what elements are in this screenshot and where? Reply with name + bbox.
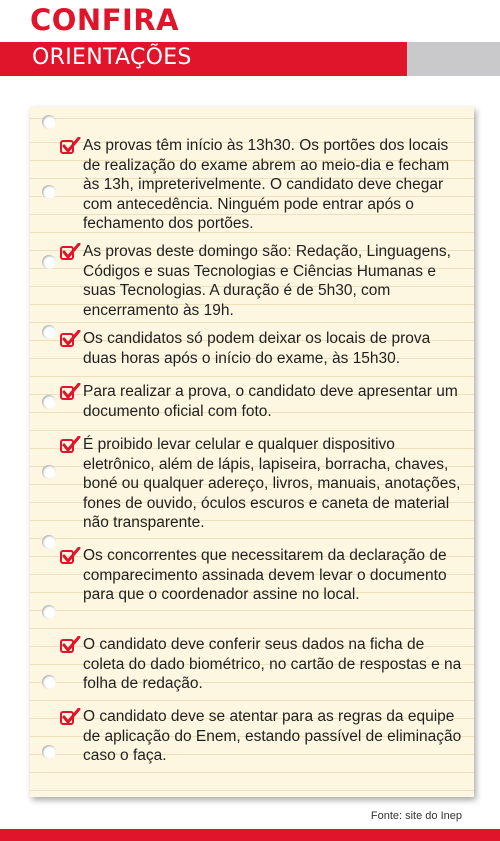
- notebook-hole-icon: [42, 745, 56, 759]
- checkmark-icon: [60, 708, 81, 726]
- banner-gray-band: [407, 42, 500, 76]
- list-item-text: Os concorrentes que necessitarem da declaração de comparecimento assinada devem levar o documento para que o coordenador assine no local.: [83, 547, 447, 603]
- list-item-text: O candidato deve se atentar para as regras da equipe de aplicação do Enem, estando passível de eliminação caso o faça.: [83, 708, 462, 764]
- checkmark-icon: [60, 547, 81, 565]
- list-item: [83, 635, 463, 694]
- list-item-text: As provas têm início às 13h30. Os portões dos locais de realização do exame abrem ao meio-dia e fecham às 13h, impreterivelmente. O candidato deve chegar com antecedência. Ninguém pode entrar após o fechamento dos portões.: [83, 137, 450, 232]
- notebook-hole-icon: [42, 535, 56, 549]
- notebook-hole-icon: [42, 325, 56, 339]
- checkmark-icon: [60, 636, 81, 654]
- list-item: [83, 242, 463, 320]
- list-item-text: É proibido levar celular e qualquer dispositivo eletrônico, além de lápis, lapiseira, borracha, chaves, boné ou qualquer adereço, livros, manuais, anotações, fones de ouvido, óculos escuros e caneta de material não transparente.: [83, 436, 461, 531]
- checkmark-icon: [60, 436, 81, 454]
- source-note: Fonte: site do Inep: [370, 810, 462, 822]
- list-item-text: Para realizar a prova, o candidato deve apresentar um documento oficial com foto.: [83, 383, 458, 420]
- notepad: [30, 107, 474, 797]
- notebook-hole-icon: [42, 255, 56, 269]
- list-item: [83, 329, 463, 368]
- subtitle-text: ORIENTAÇÕES: [32, 45, 192, 70]
- page-title: CONFIRA: [30, 3, 180, 37]
- checkmark-icon: [60, 243, 81, 261]
- list-item: [83, 136, 463, 234]
- notebook-hole-icon: [42, 395, 56, 409]
- notebook-hole-icon: [42, 185, 56, 199]
- notebook-hole-icon: [42, 465, 56, 479]
- list-item: [83, 382, 463, 421]
- checkmark-icon: [60, 383, 81, 401]
- list-item: [83, 435, 463, 533]
- list-item-text: As provas deste domingo são: Redação, Linguagens, Códigos e suas Tecnologias e Ciências Humanas e suas Tecnologias. A duração é de 5h30, com encerramento às 19h.: [83, 243, 451, 319]
- list-item: [83, 707, 463, 766]
- list-item-text: O candidato deve conferir seus dados na ficha de coleta do dado biométrico, no cartão de respostas e na folha de redação.: [83, 636, 462, 692]
- notebook-hole-icon: [42, 115, 56, 129]
- list-item: [83, 546, 463, 605]
- checkmark-icon: [60, 330, 81, 348]
- list-item-text: Os candidatos só podem deixar os locais de prova duas horas após o início do exame, às 15h30.: [83, 330, 431, 367]
- notebook-hole-icon: [42, 605, 56, 619]
- bottom-bar: [0, 829, 500, 841]
- notebook-hole-icon: [42, 675, 56, 689]
- checkmark-icon: [60, 137, 81, 155]
